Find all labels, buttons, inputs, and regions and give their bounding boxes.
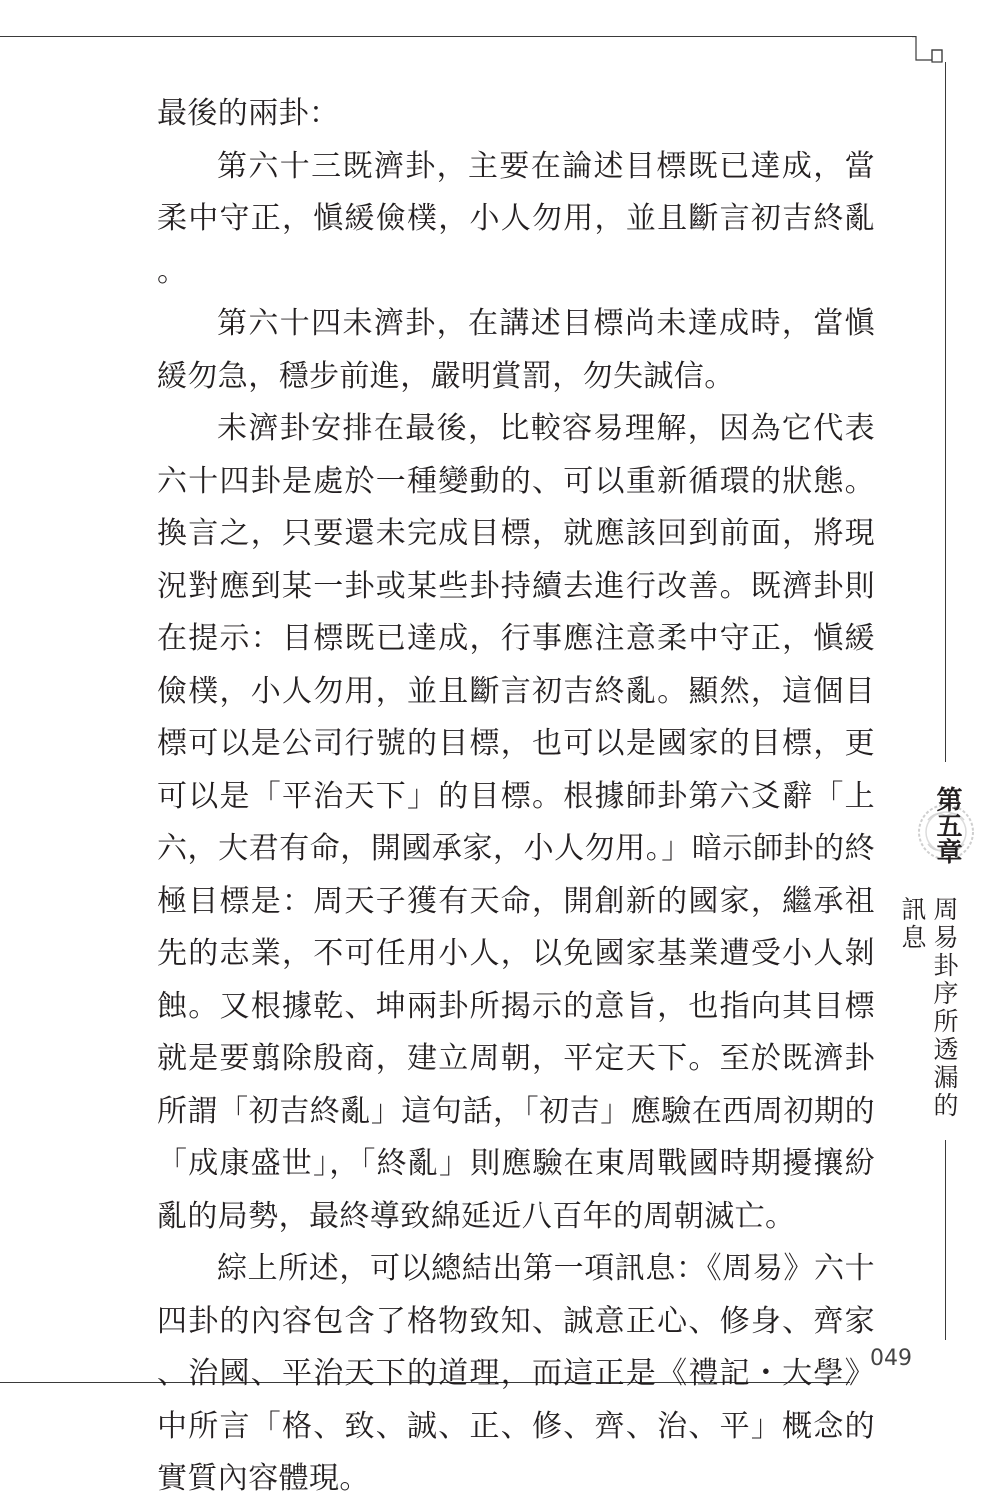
body-text (157, 88, 875, 1506)
top-rule (0, 36, 916, 37)
right-rule (945, 62, 946, 762)
right-rule-lower (945, 1140, 946, 1340)
paragraph-analysis: 未濟卦安排在最後，比較容易理解，因為它代表六十四卦是處於一種變動的、可以重新循環的狀態。換言之，只要還未完成目標，就應該回到前面，將現況對應到某一卦或某些卦持續去進行改善。既濟卦則在提示：目標既已達成，行事應注意柔中守正，愼緩儉樸，小人勿用，並且斷言初吉終亂。顯然，這個目標可以是公司行號的目標，也可以是國家的目標，更可以是「平治天下」的目標。根據師卦第六爻辭「上六，大君有命，開國承家，小人勿用。」暗示師卦的終極目標是：周天子獲有天命，開創新的國家，繼承祖先的志業，不可任用小人，以免國家基業遭受小人剝蝕。又根據乾、坤兩卦所揭示的意旨，也指向其目標就是要翦除殷商，建立周朝，平定天下。至於既濟卦所謂「初吉終亂」這句話，「初吉」應驗在西周初期的「成康盛世」，「終亂」則應驗在東周戰國時期擾攘紛亂的局勢，最終導致綿延近八百年的周朝滅亡。 (157, 411, 875, 1234)
corner-ornament-icon (912, 36, 946, 66)
paragraph-weiji: 第六十四未濟卦，在講述目標尚未達成時，當愼緩勿急，穩步前進，嚴明賞罰，勿失誠信。 (157, 306, 875, 394)
paragraph-jiji: 第六十三既濟卦，主要在論述目標既已達成，當柔中守正，愼緩儉樸，小人勿用，並且斷言初吉終亂。 (157, 148, 875, 289)
chapter-title: 周易卦序所透漏的訊息 (898, 896, 959, 1120)
page-number: 049 (870, 1346, 912, 1371)
paragraph-summary: 綜上所述，可以總結出第一項訊息：《周易》六十四卦的內容包含了格物致知、誠意正心、修身、齊家、治國、平治天下的道理，而這正是《禮記・大學》中所言「格、致、誠、正、修、齊、治、平」概念的實質內容體現。 (157, 1251, 875, 1496)
paragraph-intro: 最後的兩卦： (157, 96, 340, 131)
chapter-label: 第五章 (932, 786, 962, 864)
